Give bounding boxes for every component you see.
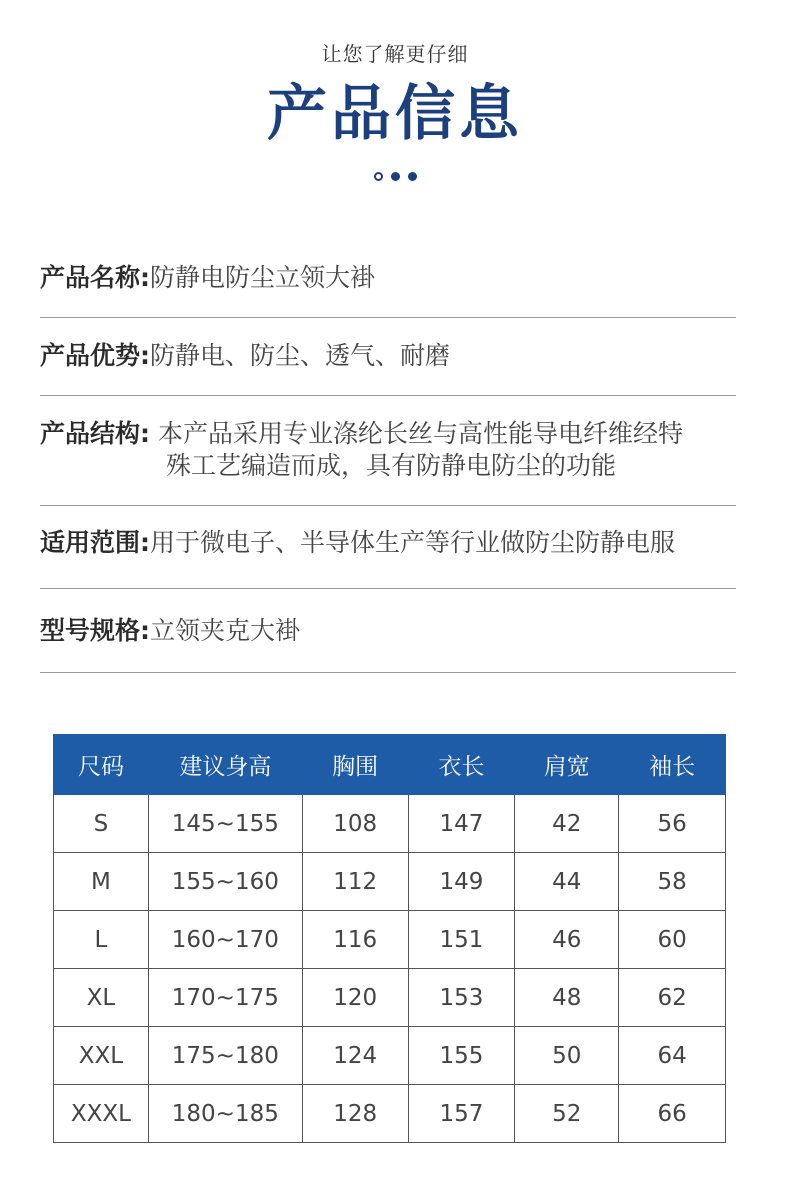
table-cell: 155 [408,1027,515,1085]
table-cell: 66 [619,1085,726,1143]
info-value-continued: 殊工艺编造而成，具有防静电防尘的功能 [166,451,617,480]
info-label: 适用范围: [40,528,150,557]
table-cell: 56 [619,795,726,853]
info-row-scope [40,527,736,559]
table-cell: 153 [408,969,515,1027]
table-cell: XL [54,969,149,1027]
table-cell: 180~185 [148,1085,302,1143]
table-cell: 175~180 [148,1027,302,1085]
dot-icon [374,172,383,181]
table-cell: 149 [408,853,515,911]
divider [40,672,736,673]
info-value: 立领夹克大褂 [150,616,301,645]
table-cell: 44 [515,853,619,911]
size-table [53,734,726,1143]
table-cell: 52 [515,1085,619,1143]
column-header: 建议身高 [148,735,302,795]
table-cell: S [54,795,149,853]
dot-icon [391,172,400,181]
column-header: 肩宽 [515,735,619,795]
title-dots-decoration [0,172,790,181]
info-label: 产品名称: [40,263,150,292]
table-cell: XXL [54,1027,149,1085]
table-cell: 147 [408,795,515,853]
table-cell: 120 [302,969,408,1027]
section-subtitle: 让您了解更仔细 [321,42,469,66]
table-cell: 160~170 [148,911,302,969]
column-header: 胸围 [302,735,408,795]
table-cell: 60 [619,911,726,969]
info-value: 防静电、防尘、透气、耐磨 [150,341,451,370]
table-row [54,911,726,969]
divider [40,317,736,318]
table-cell: 112 [302,853,408,911]
table-cell: 58 [619,853,726,911]
table-cell: 170~175 [148,969,302,1027]
table-cell: L [54,911,149,969]
table-row [54,853,726,911]
column-header: 衣长 [408,735,515,795]
table-cell: 46 [515,911,619,969]
table-cell: 50 [515,1027,619,1085]
table-cell: 157 [408,1085,515,1143]
table-cell: 151 [408,911,515,969]
table-cell: 116 [302,911,408,969]
info-label: 型号规格: [40,616,150,645]
divider [40,588,736,589]
table-row [54,1027,726,1085]
table-cell: XXXL [54,1085,149,1143]
info-value: 本产品采用专业涤纶长丝与高性能导电纤维经特 [150,419,683,448]
info-row-model [40,615,736,647]
divider [40,505,736,506]
divider [40,395,736,396]
info-value: 用于微电子、半导体生产等行业做防尘防静电服 [150,528,676,557]
table-row [54,795,726,853]
table-cell: 42 [515,795,619,853]
section-title: 产品信息 [267,79,523,149]
table-cell: 48 [515,969,619,1027]
table-cell: 124 [302,1027,408,1085]
info-label: 产品结构: [40,419,150,448]
table-header-row [54,735,726,795]
info-label: 产品优势: [40,341,150,370]
table-cell: 155~160 [148,853,302,911]
column-header: 袖长 [619,735,726,795]
table-row [54,1085,726,1143]
table-cell: 128 [302,1085,408,1143]
info-row-structure [40,418,736,482]
info-value: 防静电防尘立领大褂 [150,263,376,292]
table-cell: 108 [302,795,408,853]
info-row-advantage [40,340,736,372]
table-cell: 62 [619,969,726,1027]
table-cell: 145~155 [148,795,302,853]
table-cell: M [54,853,149,911]
column-header: 尺码 [54,735,149,795]
table-row [54,969,726,1027]
info-row-name [40,262,736,294]
dot-icon [408,172,417,181]
table-cell: 64 [619,1027,726,1085]
